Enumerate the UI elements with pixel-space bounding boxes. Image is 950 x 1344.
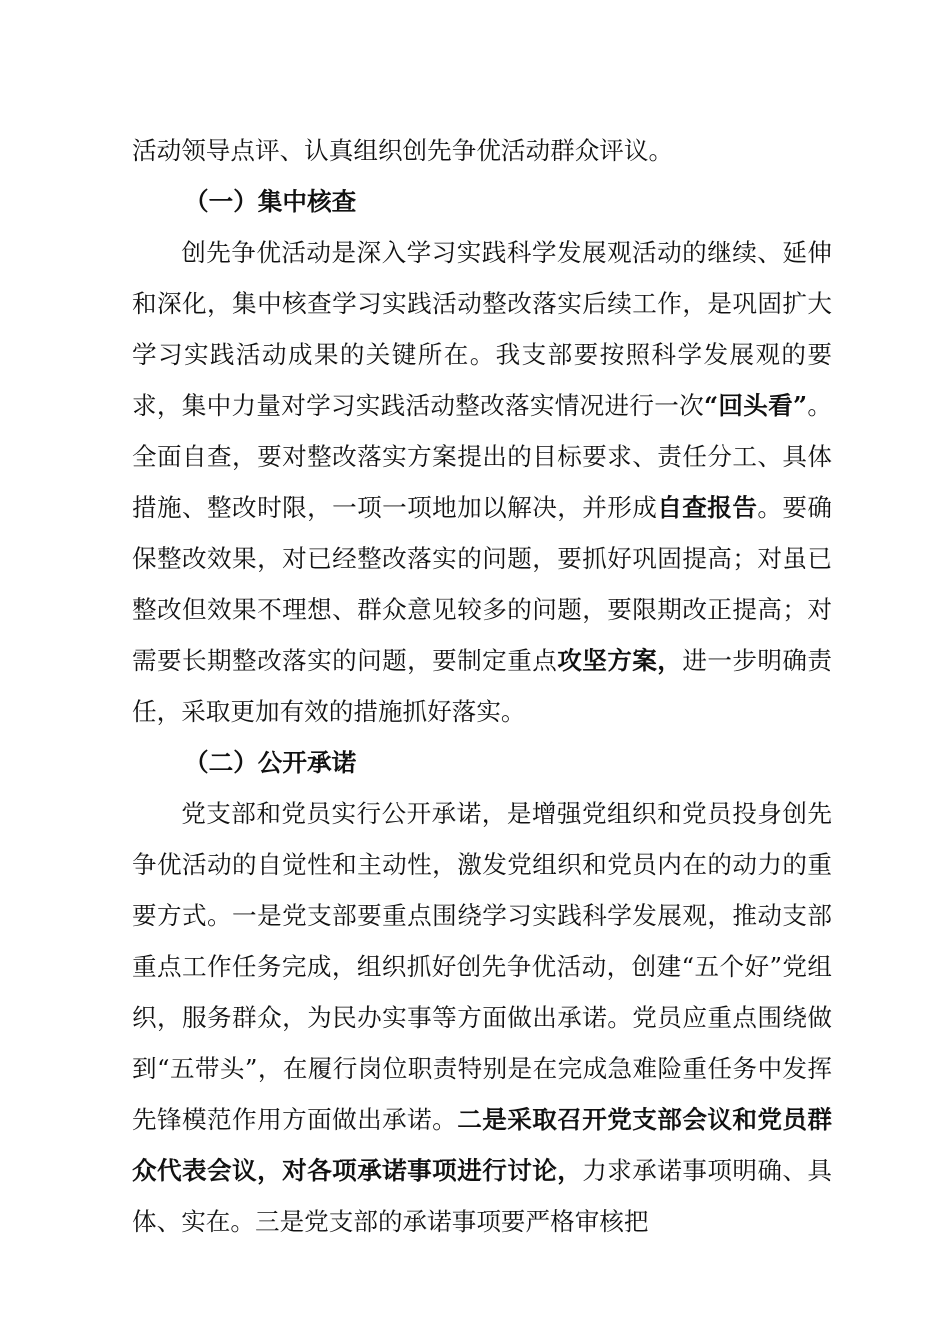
section2-paragraph	[132, 788, 832, 1247]
section1-text-c: 。全面自查，要对整改落实方案提出的目标要求、责任分工、具体措施、整改时限，一项一项地加以解决，并形成	[132, 391, 832, 522]
section2-bold-meetings: 二是采取召开党支部会议和党员群众代表会议，对各项承诺事项进行讨论，	[132, 1105, 832, 1185]
lead-paragraph	[132, 125, 832, 176]
lead-text: 活动领导点评、认真组织创先争优活动群众评议。	[132, 136, 674, 165]
document-page	[132, 125, 832, 1247]
section1-bold-tackle-plan: 攻坚方案，	[557, 646, 683, 675]
section2-text-a: 党支部和党员实行公开承诺，是增强党组织和党员投身创先争优活动的自觉性和主动性，激发党组织和党员内在的动力的重要方式。一是党支部要重点围绕学习实践科学发展观，推动支部重点工作任务完成，组织抓好创先争优活动，创建“五个好”党组织，服务群众，为民办实事等方面做出承诺。党员应重点围绕做到“五带头”，在履行岗位职责特别是在完成急难险重任务中发挥先锋模范作用方面做出承诺。	[132, 799, 832, 1134]
section1-paragraph	[132, 227, 832, 737]
section1-text-g: 进一步明确责任，采取更加有效的措施抓好落实。	[132, 646, 832, 726]
section-heading-public-commitment: （二）公开承诺	[184, 748, 357, 777]
section1-text-a: 创先争优活动是深入学习实践科学发展观活动的继续、延伸和深化，集中核查学习实践活动整改落实后续工作，是巩固扩大学习实践活动成果的关键所在。我支部要按照科学发展观的要求，集中力量对学习实践活动整改落实情况进行一次	[132, 238, 832, 420]
section1-bold-look-back: “回头看”	[703, 391, 808, 420]
section1-text-e: 。要确保整改效果，对已经整改落实的问题，要抓好巩固提高；对虽已整改但效果不理想、群众意见较多的问题，要限期改正提高；对需要长期整改落实的问题，要制定重点	[132, 493, 832, 675]
section2-text-c: 力求承诺事项明确、具体、实在。三是党支部的承诺事项要严格审核把	[132, 1156, 832, 1236]
section1-bold-self-report: 自查报告	[657, 493, 758, 522]
section-heading-centralized-review: （一）集中核查	[184, 187, 357, 216]
